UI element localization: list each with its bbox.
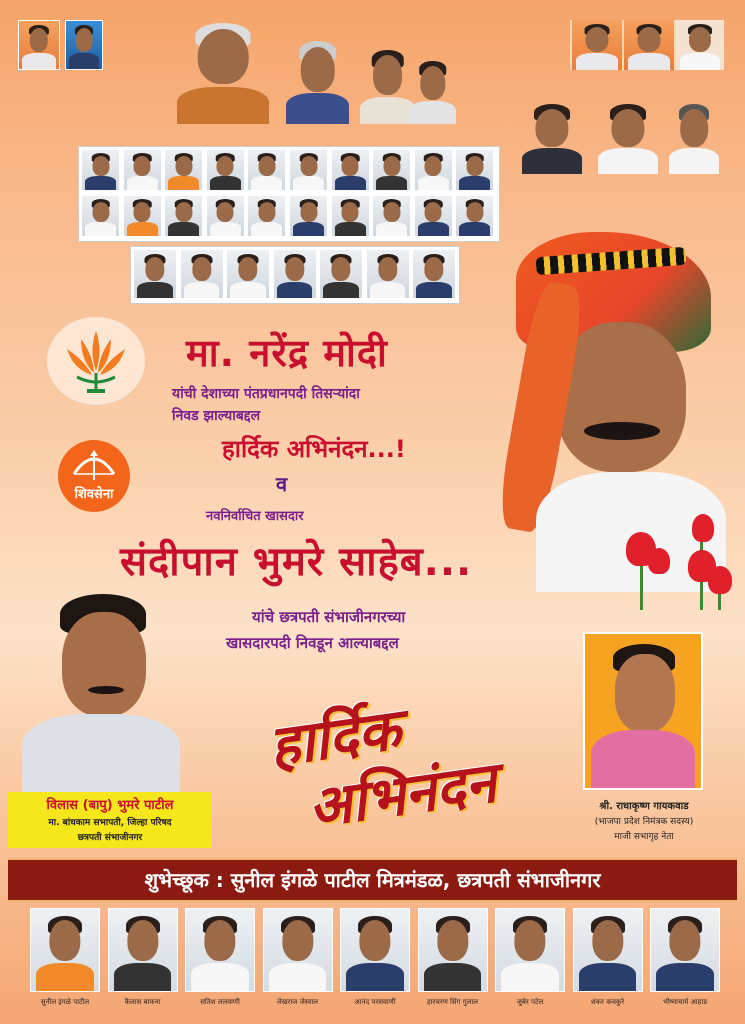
leader-grid-photo (372, 195, 411, 237)
bottom-person-photo (340, 908, 410, 992)
leader-grid-photo (164, 195, 203, 237)
mp-line-2: खासदारपदी निवडून आल्याबद्दल (226, 634, 399, 652)
tulip-flower-icon (692, 514, 714, 542)
bottom-person-name: हारचरण सिंग गुलाल (427, 998, 478, 1006)
portrait-leader-4 (405, 56, 460, 124)
heading-name: मा. नरेंद्र मोदी (186, 331, 388, 375)
left-person-title-1: मा. बांधकाम सभापती, जिल्हा परिषद (48, 818, 172, 828)
tulip-flower-icon (708, 566, 732, 594)
bottom-person-photo (650, 908, 720, 992)
mp-line-1: यांचे छत्रपती संभाजीनगरच्या (252, 608, 406, 626)
leader-grid-photo (331, 195, 370, 237)
bottom-person-name: लेखराज जेस्वाल (277, 998, 318, 1006)
leader-grid-photo (455, 195, 494, 237)
bow-arrow-icon (58, 446, 130, 486)
leader-grid-photo (289, 195, 328, 237)
tulip-flower-icon (648, 548, 670, 574)
left-person-name: विलास (बापु) भुमरे पाटील (46, 798, 174, 813)
heading-and: व (276, 472, 288, 496)
bottom-person-photo (263, 908, 333, 992)
leader-grid-photo (455, 149, 494, 191)
leader-row3-photo (412, 249, 456, 299)
banner-text: शुभेच्छूक : सुनील इंगळे पाटील मित्रमंडळ, छत्रपती संभाजीनगर (144, 868, 601, 892)
leader-row3-photo (133, 249, 177, 299)
mp-name: संदीपान भुमरे साहेब... (120, 539, 473, 585)
heading-line-2: निवड झाल्याबद्दल (172, 408, 261, 424)
big-greeting-line-1: हार्दिक (265, 696, 405, 780)
portrait-right-leader-2 (592, 98, 664, 174)
leader-grid-photo (81, 149, 120, 191)
leader-grid-photo (247, 149, 286, 191)
big-greeting-line-2: अभिनंदन (304, 749, 501, 842)
leader-grid-photo (331, 149, 370, 191)
leader-row3-photo (366, 249, 410, 299)
bottom-person-name: शंकर कचकुरे (590, 998, 625, 1006)
leader-row3-photo (180, 249, 224, 299)
bottom-person-photo (185, 908, 255, 992)
leader-grid-photo (81, 195, 120, 237)
leader-grid-photo (164, 149, 203, 191)
portrait-ambedkar (65, 20, 103, 70)
right-person-title-2: माजी सभागृह नेता (614, 832, 674, 842)
big-greeting (254, 663, 565, 872)
wishers-banner (8, 858, 737, 902)
heading-line-1: यांची देशाच्या पंतप्रधानपदी तिसऱ्यांदा (172, 386, 360, 402)
bottom-person-photo (108, 908, 178, 992)
portrait-right-leader-1 (516, 98, 588, 174)
leader-grid-photo (289, 149, 328, 191)
leader-grid-photo (247, 195, 286, 237)
bottom-person-photo (495, 908, 565, 992)
bottom-person-name: सुनील इंगळे पाटील (40, 998, 90, 1006)
portrait-top-right-1 (572, 20, 622, 70)
right-person-portrait (583, 632, 703, 790)
shivsena-emblem (58, 440, 130, 512)
portrait-top-right-2 (624, 20, 674, 70)
bottom-person-name: भीष्माचार्य आहाड (663, 998, 707, 1006)
leader-row3-photo (226, 249, 270, 299)
lotus-emblem-icon (46, 316, 146, 406)
shivsena-label: शिवसेना (74, 487, 114, 502)
bottom-person-name: जुबेर पटेल (516, 998, 544, 1006)
portrait-leader-2 (280, 34, 355, 124)
leader-row3-photo (319, 249, 363, 299)
mp-label: नवनिर्वाचित खासदार (206, 509, 304, 524)
heading-greeting: हार्दिक अभिनंदन...! (222, 435, 406, 463)
portrait-top-right-3 (676, 20, 724, 70)
left-person-title-2: छत्रपती संभाजीनगर (77, 833, 143, 843)
leader-grid-photo (206, 149, 245, 191)
leader-grid-photo (123, 195, 162, 237)
right-person-title-1: (भाजपा प्रदेश निमंत्रक सदस्य) (594, 817, 694, 827)
bottom-person-photo (573, 908, 643, 992)
bottom-person-name: सतिश ललवाणी (200, 998, 240, 1006)
bottom-person-photo (418, 908, 488, 992)
leader-grid-photo (206, 195, 245, 237)
portrait-shivaji (18, 20, 60, 70)
leader-grid-photo (123, 149, 162, 191)
right-person-name: श्री. राधाकृष्ण गायकवाड (599, 801, 689, 812)
left-person-portrait (22, 594, 180, 792)
left-person-caption (8, 792, 212, 848)
bottom-person-photo (30, 908, 100, 992)
leader-row3-photo (273, 249, 317, 299)
leader-grid-photo (414, 195, 453, 237)
portrait-right-leader-3 (664, 98, 724, 174)
leader-grid-photo (372, 149, 411, 191)
leader-grid-photo (414, 149, 453, 191)
portrait-leader-1 (168, 14, 278, 124)
bottom-person-name: कैलास बाफना (124, 998, 161, 1006)
bottom-person-name: आनंद परसवाणी (354, 998, 396, 1006)
